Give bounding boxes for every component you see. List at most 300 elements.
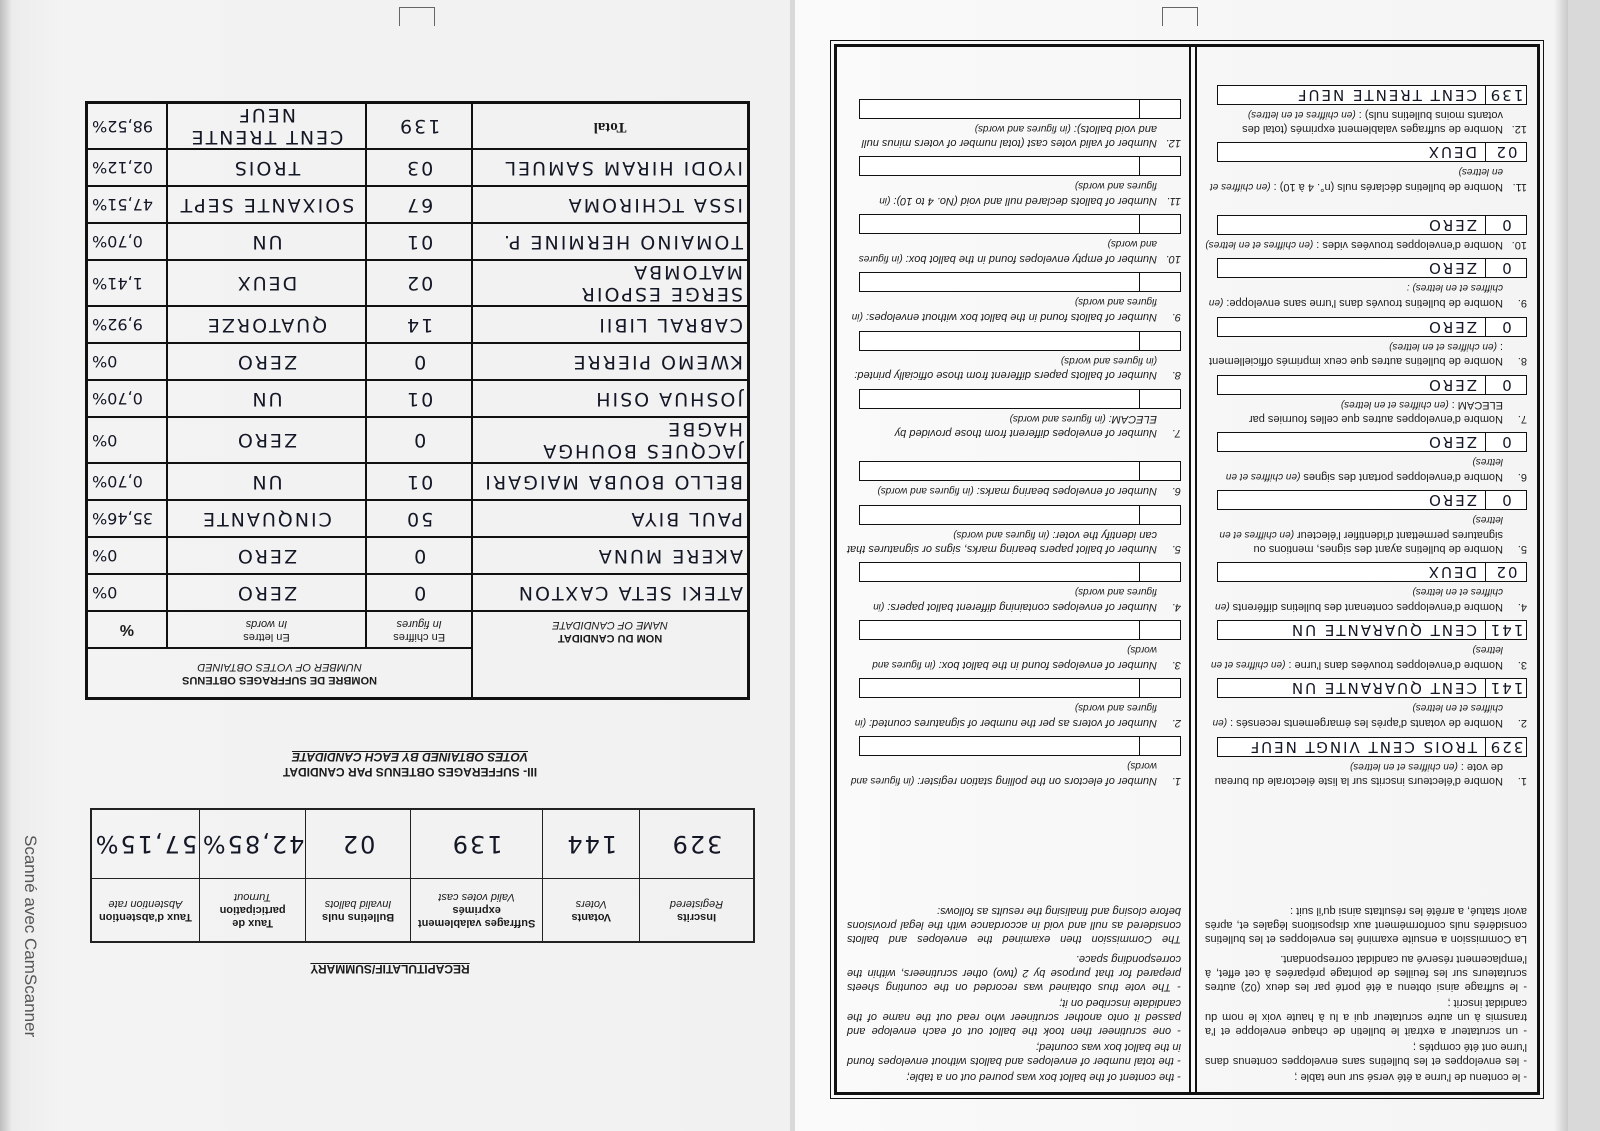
summary-label-cell [306, 879, 410, 943]
item-text [1205, 280, 1503, 310]
summary-label-cell [199, 879, 306, 943]
item-number: 2. [1171, 717, 1181, 729]
item-number: 12. [1511, 123, 1527, 135]
item-text [1205, 759, 1503, 788]
french-items [1205, 78, 1527, 788]
answer-box [1217, 432, 1527, 452]
item-text [847, 700, 1157, 730]
header-votes-en: NUMBER OF VOTES OBTAINED [197, 661, 362, 674]
answer-words: TROIS CENT VINGT NEUF [1248, 738, 1477, 756]
form-item [847, 556, 1181, 614]
form-item [1205, 194, 1527, 252]
item-hint: (in figures and words) [879, 180, 1157, 206]
answer-box [1217, 490, 1527, 510]
left-page [0, 0, 790, 1131]
answer-words [860, 462, 1139, 480]
item-number: 12. [1165, 137, 1181, 149]
english-items [847, 92, 1181, 788]
table-row [87, 224, 749, 261]
summary-value: 329 [640, 809, 755, 879]
votes-words: ZERO [167, 418, 367, 464]
item-hint: (en chiffres et en lettres) [1349, 761, 1458, 772]
answer-box [859, 678, 1181, 698]
table-row [87, 261, 749, 307]
item-question: Nombre de bulletins autres que ceux imprimés officiellement : [1209, 341, 1503, 367]
header-votes-fr: NOMBRE DE SUFFRAGES OBTENUS [182, 674, 378, 687]
answer-words: ZERO [1427, 318, 1477, 336]
answer-box [1217, 562, 1527, 582]
votes-percent: 0% [87, 538, 167, 575]
form-item-label [847, 700, 1181, 730]
form-item [1205, 556, 1527, 614]
votes-figures: 0 [366, 538, 472, 575]
votes-percent: 0,70% [87, 381, 167, 418]
total-words: CENT TRENTE NEUF [167, 103, 367, 150]
votes-words: ZERO [167, 575, 367, 612]
form-item-label [1205, 397, 1527, 426]
form-item [1205, 252, 1527, 310]
intro-bullet: - one scrutineer then took the ballot out of each envelope and passed it onto another scrutineer who read out the name of the candidate inscribed on it; [847, 997, 1181, 1037]
header-percent: % [87, 612, 167, 649]
page-number-bracket [1162, 7, 1198, 26]
answer-figures: 02 [1485, 143, 1526, 161]
answer-figures [1139, 390, 1180, 408]
item-text [1205, 512, 1503, 556]
candidate-name: JACQUES BOUHGA HAGBE [472, 418, 748, 464]
form-item [847, 324, 1181, 382]
item-text [1205, 164, 1503, 194]
item-text [1205, 700, 1503, 730]
form-item-label [1205, 700, 1527, 730]
votes-words: SOIXANTE SEPT [167, 187, 367, 224]
item-hint: (en chiffres et en lettres) [1215, 586, 1503, 612]
answer-figures [1139, 100, 1180, 118]
item-text [1205, 397, 1503, 426]
candidate-name: AKERE MUNA [472, 538, 748, 575]
answer-box [1217, 258, 1527, 278]
item-hint: (in figures and words) [858, 238, 1157, 264]
summary-title: RECAPITULATIF/SUMMARY [310, 962, 470, 976]
item-question: Number of empty envelopes found in the ballot box: [905, 253, 1157, 265]
item-hint: (en chiffres et en lettres) [1209, 166, 1503, 192]
form-item [847, 672, 1181, 730]
answer-box [859, 272, 1181, 292]
votes-percent: 9,92% [87, 307, 167, 344]
item-number: 4. [1171, 601, 1181, 613]
table-row [87, 381, 749, 418]
votes-figures: 02 [366, 261, 472, 307]
answer-figures [1139, 506, 1180, 524]
summary-label-cell [410, 879, 543, 943]
answer-figures [1139, 679, 1180, 697]
votes-figures: 03 [366, 150, 472, 187]
candidate-name: PAUL BIYA [472, 501, 748, 538]
header-figures-en: In figures [396, 618, 442, 630]
form-item-label [847, 411, 1181, 440]
item-hint: (en chiffres et en lettres) : [1208, 282, 1503, 308]
votes-words: UN [167, 464, 367, 501]
form-item-label [1205, 512, 1527, 556]
item-hint: (en chiffres et en lettres) [1247, 109, 1356, 120]
answer-figures: 0 [1485, 376, 1526, 394]
answer-figures: 0 [1485, 318, 1526, 336]
answer-words: ZERO [1427, 216, 1477, 234]
camscanner-watermark: Scanné avec CamScanner [21, 835, 40, 1038]
answer-box [859, 99, 1181, 119]
section-title-fr: III- SUFFERAGES OBTENUS PAR CANDIDAT [282, 765, 538, 779]
form-item [1205, 672, 1527, 730]
table-row [87, 344, 749, 381]
item-question: Nombre d'enveloppes portant des signes [1303, 471, 1503, 483]
form-item-label [847, 527, 1181, 556]
summary-label-cell [91, 879, 199, 943]
form-item-label [847, 353, 1181, 382]
form-item [1205, 614, 1527, 672]
form-item [847, 498, 1181, 556]
answer-words [860, 157, 1139, 175]
item-hint: (in figures and words) [850, 760, 1157, 786]
item-number: 10. [1165, 253, 1181, 265]
summary-value: 42,85% [199, 809, 306, 879]
answer-box [859, 389, 1181, 409]
answer-words [860, 332, 1139, 350]
intro-bullet: - the content of the ballot box was poured out on a table; [906, 1071, 1181, 1083]
intro-paragraph: La Commission a ensuite examiné les enveloppes et les bulletins considérés nuls conformément aux dispositions légales et, après avoir statué, a arrêté les résultats ainsi qu'il suit : [1205, 905, 1527, 945]
item-text [847, 411, 1157, 440]
form-item [847, 440, 1181, 498]
item-question: Nombre d'électeurs inscrits sur la liste électorale du bureau de vote : [1214, 761, 1503, 787]
intro-bullet: - un scrutateur a extrait le bulletin de chaque enveloppe et l'a transmis à un autre scrutateur qui a lu à haute voix le nom du candidat inscrit ; [1205, 997, 1527, 1037]
votes-figures: 14 [366, 307, 472, 344]
item-text [847, 584, 1157, 614]
votes-figures: 01 [366, 224, 472, 261]
votes-figures: 0 [366, 418, 472, 464]
answer-figures [1139, 332, 1180, 350]
header-name-en: NAME OF CANDIDATE [552, 619, 668, 632]
total-figures: 139 [366, 103, 472, 150]
summary-value: 139 [410, 809, 543, 879]
header-figures-fr: En chiffres [393, 631, 446, 643]
header-words [167, 612, 367, 649]
item-text [1205, 584, 1503, 614]
summary-label-en: Registered [669, 898, 724, 910]
form-item-label [1205, 759, 1527, 788]
english-intro [847, 904, 1181, 1084]
form-item-label [847, 121, 1181, 150]
item-question: Number of ballots papers different from those officially printed: [854, 369, 1157, 381]
item-text [847, 294, 1157, 324]
votes-percent: 0% [87, 575, 167, 612]
answer-words [860, 390, 1139, 408]
item-text [1205, 107, 1503, 136]
answer-box [1217, 317, 1527, 337]
section-title [230, 749, 590, 779]
item-question: Nombre d'enveloppes trouvées vides : [1316, 239, 1503, 251]
form-item [1205, 310, 1527, 368]
answer-figures: 0 [1485, 491, 1526, 509]
item-question: Nombre de suffrages valablement exprimés (total des votants moins bulletins nuls) : [1242, 109, 1503, 135]
answer-words [860, 737, 1139, 755]
form-item-label [847, 642, 1181, 672]
item-text [847, 178, 1157, 208]
table-row [87, 307, 749, 344]
item-question: Number of electors on the polling station register: [917, 775, 1157, 787]
summary-label-fr: Votants [571, 911, 612, 923]
summary-label-fr: Suffrages valablement exprimés [417, 904, 536, 930]
votes-words: TROIS [167, 150, 367, 187]
answer-box [1217, 620, 1527, 640]
votes-figures: 0 [366, 344, 472, 381]
form-item [1205, 484, 1527, 556]
form-item-label [847, 236, 1181, 266]
item-number: 3. [1517, 659, 1527, 671]
form-item [847, 730, 1181, 788]
intro-bullet: - the total number of envelopes and ballots without envelopes found in the ballot box was counted; [847, 1041, 1181, 1067]
item-hint: (en chiffres et en lettres) [1389, 341, 1497, 352]
summary-label-en: Turnout [234, 891, 272, 904]
votes-words: DEUX [167, 261, 367, 307]
table-row [87, 538, 749, 575]
item-hint: (in figures and words) [872, 644, 1157, 670]
item-question: Number of envelopes bearing marks: [976, 485, 1157, 497]
votes-percent: 02,12% [87, 150, 167, 187]
answer-words [860, 621, 1139, 639]
form-item-label [1205, 280, 1527, 310]
form-item [847, 150, 1181, 208]
form-item [1205, 368, 1527, 426]
votes-percent: 47,51% [87, 187, 167, 224]
answer-words: CENT TRENTE NEUF [1295, 86, 1477, 104]
answer-figures: 0 [1485, 433, 1526, 451]
votes-figures: 67 [366, 187, 472, 224]
answer-box [1217, 737, 1527, 757]
answer-words [860, 506, 1139, 524]
answer-figures [1139, 157, 1180, 175]
header-figures [366, 612, 472, 649]
table-row [87, 464, 749, 501]
item-question: Nombre d'enveloppes trouvées dans l'urne : [1288, 659, 1503, 671]
answer-box [859, 736, 1181, 756]
votes-figures: 50 [366, 501, 472, 538]
table-row [87, 501, 749, 538]
column-divider [1189, 47, 1197, 1092]
right-page [795, 0, 1568, 1131]
header-words-en: In words [245, 618, 288, 630]
answer-box [1217, 85, 1527, 105]
item-number: 8. [1517, 355, 1527, 367]
item-question: Nombre de bulletins trouvés dans l'urne sans enveloppe: [1226, 297, 1503, 309]
item-number: 10. [1511, 239, 1527, 251]
form-item-label [1205, 642, 1527, 672]
answer-box [859, 505, 1181, 525]
summary-label-en: Valid votes cast [438, 891, 515, 904]
form-item-label [1205, 164, 1527, 194]
answer-words [860, 215, 1139, 233]
total-row [87, 103, 749, 150]
candidate-name: SERGE ESPOIR MATOMBA [472, 261, 748, 307]
item-text [847, 527, 1157, 556]
form-item [847, 382, 1181, 440]
summary-label-cell [543, 879, 640, 943]
total-percent: 98,52% [87, 103, 167, 150]
answer-figures [1139, 621, 1180, 639]
answer-figures [1139, 737, 1180, 755]
table-row [87, 418, 749, 464]
item-number: 6. [1171, 485, 1181, 497]
candidate-results-table [85, 102, 750, 701]
item-text [847, 236, 1157, 266]
votes-percent: 1,41% [87, 261, 167, 307]
answer-figures [1139, 462, 1180, 480]
form-item-label [1205, 237, 1527, 252]
item-hint: (en chiffres et en lettres) [1205, 239, 1314, 250]
candidate-name: CABRAL LIBII [472, 307, 748, 344]
answer-words [860, 679, 1139, 697]
summary-label-fr: Bulletins nuls [322, 911, 395, 923]
answer-box [859, 214, 1181, 234]
answer-box [1217, 375, 1527, 395]
header-votes-obtained [87, 649, 473, 699]
votes-words: QUATORZE [167, 307, 367, 344]
votes-words: UN [167, 381, 367, 418]
item-hint: (in figures and words) [873, 586, 1157, 612]
item-number: 3. [1171, 659, 1181, 671]
form-item [847, 92, 1181, 150]
answer-words: DEUX [1426, 563, 1477, 581]
summary-value-row [91, 809, 754, 879]
item-question: Nombre de bulletins ayant des signes, mentions ou signatures permettant d'identifier l'électeur [1253, 529, 1503, 555]
english-column [847, 123, 1181, 1084]
item-number: 11. [1166, 195, 1181, 207]
answer-box [1217, 142, 1527, 162]
item-hint: (in figures and words) [1060, 355, 1157, 366]
item-text [847, 353, 1157, 382]
intro-bullet: - les enveloppes et les bulletins sans enveloppes contenus dans l'urne ont été comptés ; [1205, 1041, 1527, 1067]
answer-figures: 141 [1485, 621, 1526, 639]
answer-words: ZERO [1427, 491, 1477, 509]
item-question: Number of ballots found in the ballot box without envelopes: [865, 311, 1157, 323]
answer-box [1217, 215, 1527, 235]
votes-percent: 0% [87, 344, 167, 381]
item-text [847, 642, 1157, 672]
votes-percent: 0% [87, 418, 167, 464]
item-hint: (in figures and words) [953, 529, 1050, 540]
item-question: Nombre de bulletins déclarés nuls (n°. 4 à 10) : [1273, 181, 1503, 193]
answer-words: ZERO [1427, 376, 1477, 394]
item-hint: (en chiffres et en lettres) [1340, 399, 1449, 410]
item-number: 2. [1517, 717, 1527, 729]
form-item [847, 208, 1181, 266]
votes-figures: 01 [366, 464, 472, 501]
summary-label-fr: Taux de participation [219, 904, 286, 930]
answer-box [1217, 678, 1527, 698]
summary-label-cell [640, 879, 755, 943]
item-question: Nombre de votants d'après les émargements recensés : [1230, 717, 1503, 729]
intro-bullet: - The vote thus obtained was recorded on the counting sheets prepared for that purpose by 2 (two) other scrutineers, within the corresponding space. [847, 953, 1181, 993]
answer-box [859, 620, 1181, 640]
summary-label-fr: Inscrits [676, 911, 717, 923]
table-row [87, 150, 749, 187]
answer-figures [1139, 215, 1180, 233]
item-number: 5. [1171, 543, 1181, 555]
table-row [87, 187, 749, 224]
answer-figures: 0 [1485, 259, 1526, 277]
summary-value: 57,15% [91, 809, 199, 879]
votes-percent: 0,70% [87, 224, 167, 261]
answer-words: DEUX [1426, 143, 1477, 161]
item-question: Number of envelopes containing different ballot papers: [887, 601, 1157, 613]
votes-words: ZERO [167, 344, 367, 381]
answer-words [860, 100, 1139, 118]
form-item [1205, 426, 1527, 484]
summary-value: 144 [543, 809, 640, 879]
item-number: 9. [1171, 311, 1181, 323]
item-number: 1. [1171, 775, 1181, 787]
summary-label-row [91, 879, 754, 943]
item-text [1205, 454, 1503, 484]
answer-figures: 329 [1485, 738, 1526, 756]
candidate-name: TOMAINO HERMINE P. [472, 224, 748, 261]
item-question: Number of valid votes cast (total number of voters minus null and void ballots): [861, 123, 1157, 149]
candidate-name: ISSA TCHIROMA [472, 187, 748, 224]
item-number: 6. [1517, 471, 1527, 483]
summary-label-en: Voters [575, 898, 607, 910]
summary-label-en: Invalid ballots [324, 898, 392, 910]
form-item [1205, 730, 1527, 788]
candidate-rows [87, 103, 749, 612]
form-item-label [1205, 584, 1527, 614]
item-question: Number of ballot papers bearing marks, signs or signatures that can identify the voter: [847, 529, 1157, 555]
item-hint: (in figures and words) [854, 702, 1157, 728]
item-question: Number of envelopes different from those provided by ELECAM: [894, 413, 1157, 439]
item-question: Number of ballots declared null and void (No. 4 to 10): [893, 195, 1157, 207]
item-number: 1. [1517, 775, 1527, 787]
total-label: Total [472, 103, 748, 150]
answer-words: CENT QUARANTE UN [1289, 621, 1477, 639]
item-question: Nombre d'enveloppes autres que celles fournies par ELECAM : [1248, 399, 1503, 425]
form-item-label [847, 178, 1181, 208]
votes-percent: 0,70% [87, 464, 167, 501]
intro-bullet: - le contenu de l'urne a été versé sur une table ; [1294, 1071, 1527, 1083]
form-item-label [1205, 454, 1527, 484]
answer-words: CENT QUARANTE UN [1289, 679, 1477, 697]
form-frame [834, 44, 1540, 1095]
candidate-name: JOSHUA OSIH [472, 381, 748, 418]
summary-value: 02 [306, 809, 410, 879]
item-question: Number of envelopes found in the ballot box: [938, 659, 1157, 671]
form-item-label [1205, 339, 1527, 368]
french-column [1205, 86, 1527, 1084]
candidate-name: BELLO BOUBA MAIGARI [472, 464, 748, 501]
form-item-label [847, 758, 1181, 788]
answer-box [859, 331, 1181, 351]
answer-figures [1139, 563, 1180, 581]
item-hint: (in figures and words) [974, 123, 1071, 134]
item-number: 7. [1171, 427, 1181, 439]
item-hint: (en chiffres et en lettres) [1225, 456, 1503, 482]
item-hint: (in figures and words) [1009, 413, 1106, 424]
answer-figures: 141 [1485, 679, 1526, 697]
item-hint: (en chiffres et en lettres) [1212, 702, 1503, 728]
answer-words: ZERO [1427, 433, 1477, 451]
item-question: Number of voters as per the number of signatures counted: [869, 717, 1157, 729]
votes-words: UN [167, 224, 367, 261]
form-item-label [847, 584, 1181, 614]
answer-box [859, 562, 1181, 582]
intro-bullet: - le suffrage ainsi obtenu a été porté par les deux (02) autres scrutateurs sur les feuilles de pointage préparées à cet effet, à l'emplacement réservé au candidat correspondant. [1205, 953, 1527, 993]
item-hint: (in figures and words) [851, 296, 1157, 322]
votes-figures: 01 [366, 381, 472, 418]
